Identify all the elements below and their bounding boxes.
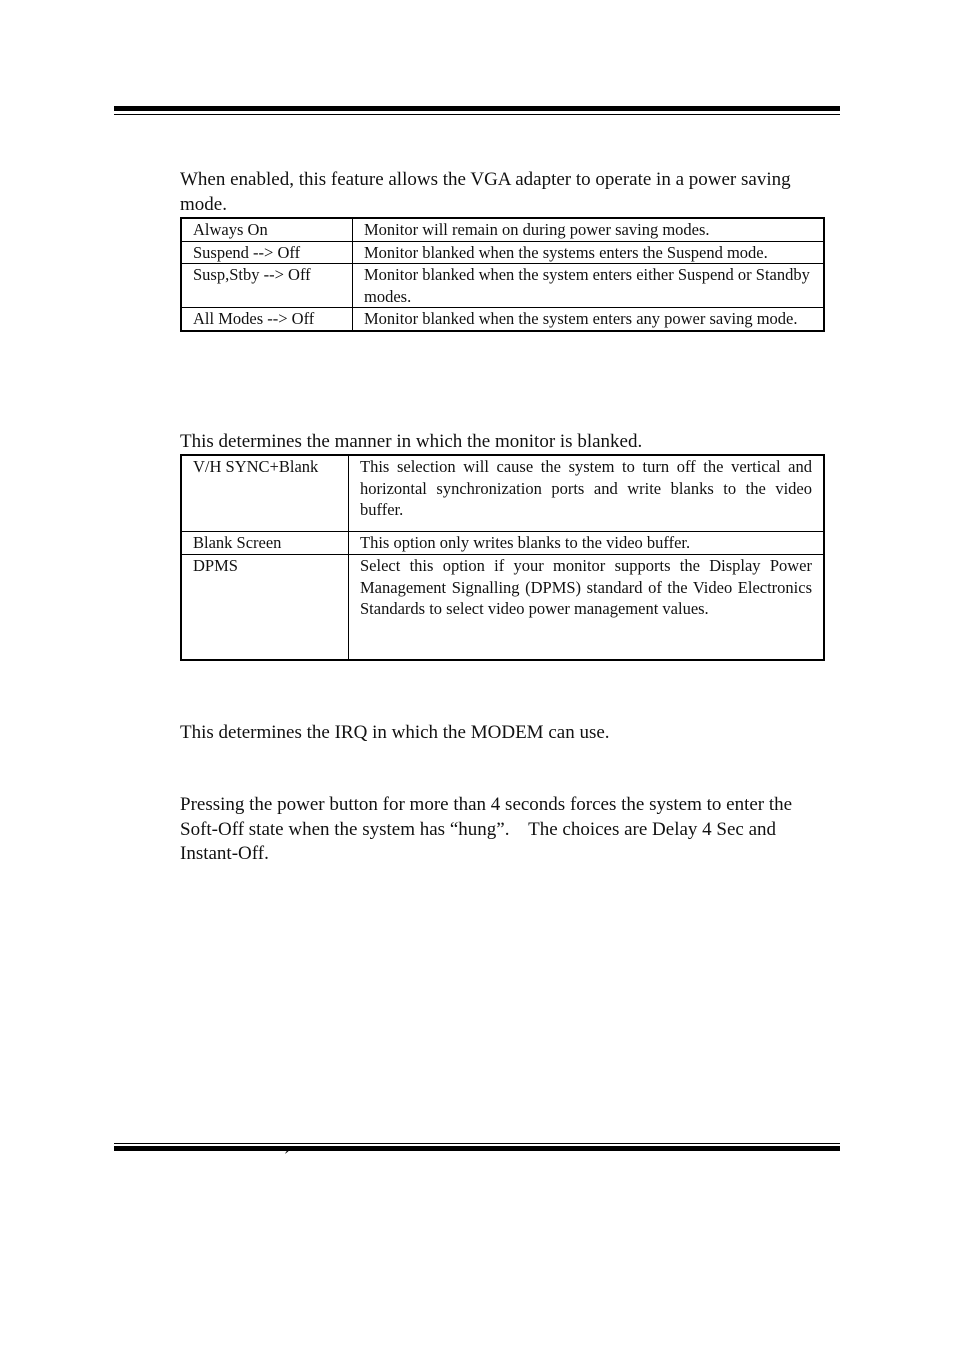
option-description: This option only writes blanks to the video buffer. [349,532,825,555]
footer-rule-thick [114,1146,840,1151]
option-description: Select this option if your monitor supports the Display Power Management Signalling (DPMS) standard of the Video Electronics Standards to select video power management values. [349,555,825,661]
option-name: Suspend --> Off [181,241,353,264]
vga-intro-text: When enabled, this feature allows the VGA adapter to operate in a power saving mode. [180,169,791,215]
footer-rule-thin [114,1143,840,1144]
option-name: Always On [181,218,353,241]
option-description: Monitor blanked when the systems enters the Suspend mode. [353,241,825,264]
header-rule-thin [114,114,840,115]
option-description: Monitor blanked when the system enters either Suspend or Standby modes. [353,264,825,308]
vga-options-table [180,217,825,332]
table-row [181,218,824,241]
header-rule-thick [114,106,840,111]
option-name: V/H SYNC+Blank [181,455,349,532]
table-row [181,555,824,661]
option-name: DPMS [181,555,349,661]
table-row [181,241,824,264]
table-row [181,455,824,532]
power-button-text: Pressing the power button for more than 4 seconds forces the system to enter the Soft-Off state when the system has “hung”. The choices are Delay 4 Sec and Instant-Off. [180,794,797,864]
modem-irq-text: This determines the IRQ in which the MODEM can use. [180,722,610,743]
table-row [181,264,824,308]
blank-intro-text: This determines the manner in which the monitor is blanked. [180,431,643,452]
option-name: Susp,Stby --> Off [181,264,353,308]
footer-mark: ´ [284,1149,290,1166]
option-description: This selection will cause the system to turn off the vertical and horizontal synchronization ports and write blanks to the video buffer. [349,455,825,532]
table-row [181,308,824,331]
option-description: Monitor blanked when the system enters any power saving mode. [353,308,825,331]
blank-method-table [180,454,825,661]
option-description: Monitor will remain on during power saving modes. [353,218,825,241]
option-name: All Modes --> Off [181,308,353,331]
option-name: Blank Screen [181,532,349,555]
table-row [181,532,824,555]
